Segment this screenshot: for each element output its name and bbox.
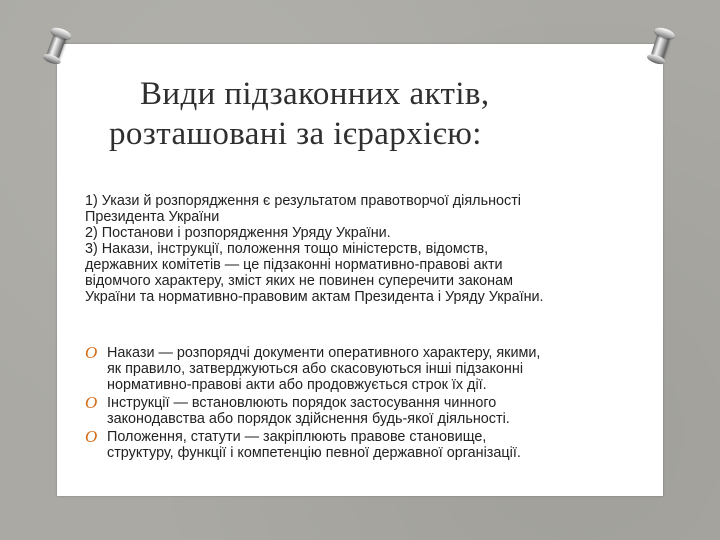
bullet-marker-icon: O [85, 393, 98, 412]
paragraph-3-line-4: України та нормативно-правовим актам Президента і Уряду України. [85, 289, 544, 305]
bullet-list [85, 345, 640, 463]
bullet-marker-icon: O [85, 427, 98, 446]
slide-title [95, 74, 635, 154]
bullet-item-regulations [85, 429, 640, 461]
paragraph-2: 2) Постанови і розпорядження Уряду України. [85, 225, 391, 241]
paragraph-1-line-2: Президента України [85, 209, 220, 225]
bullet-line: як правило, затверджуються або скасовуються інші підзаконні [107, 361, 524, 377]
bullet-line: нормативно-правові акти або продовжується строк їх дії. [107, 377, 487, 393]
bullet-line: Накази — розпорядчі документи оперативного характеру, якими, [107, 345, 541, 361]
bullet-line: Положення, статути — закріплюють правове становище, [107, 429, 487, 445]
bullet-line: структуру, функції і компетенцію певної державної організації. [107, 445, 521, 461]
paragraph-3-line-2: державних комітетів — це підзаконні нормативно-правові акти [85, 257, 503, 273]
paragraph-3-line-1: 3) Накази, інструкції, положення тощо міністерств, відомств, [85, 241, 489, 257]
body-text-block [85, 193, 645, 305]
paragraph-3-line-3: відомчого характеру, зміст яких не повинен суперечити законам [85, 273, 514, 289]
bullet-item-instructions [85, 395, 640, 427]
bullet-line: законодавства або порядок здійснення будь-якої діяльності. [107, 411, 510, 427]
bullet-marker-icon: O [85, 343, 98, 362]
paragraph-1-line-1: 1) Укази й розпорядження є результатом правотворчої діяльності [85, 193, 522, 209]
title-line-2: розташовані за ієрархією: [109, 116, 482, 152]
bullet-line: Інструкції — встановлюють порядок застосування чинного [107, 395, 497, 411]
bullet-item-orders [85, 345, 640, 393]
title-line-1: Види підзаконних актів, [140, 76, 490, 112]
